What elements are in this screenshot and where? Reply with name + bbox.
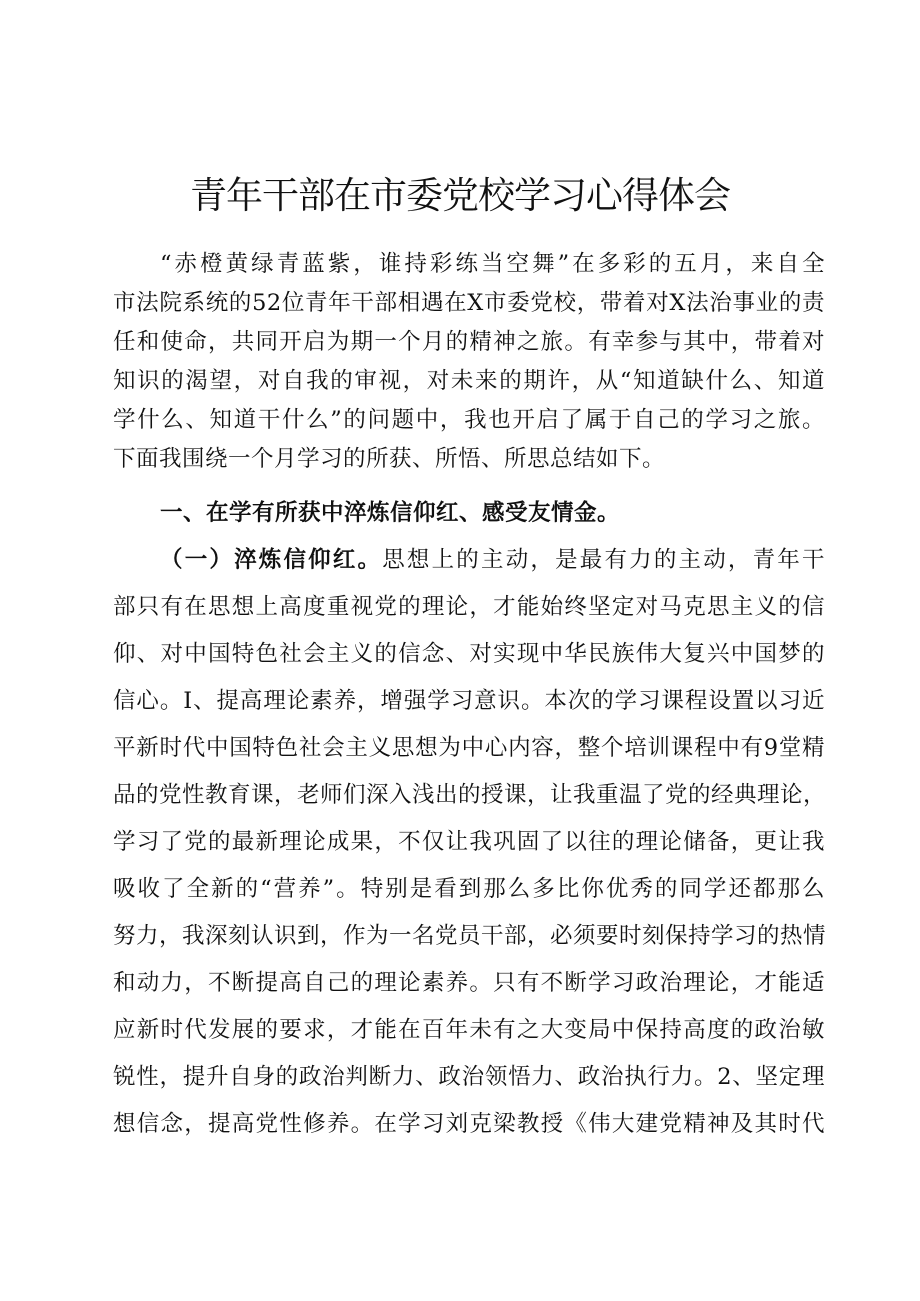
paragraph-2-line-1-text: 思想上的主动，是最有力的主动，青年干	[382, 547, 825, 573]
paragraph-2-line-11: 应新时代发展的要求，才能在百年未有之大变局中保持高度的政治敏	[113, 1017, 825, 1043]
paragraph-2-line-8: 吸收了全新的“营养”。特别是看到那么多比你优秀的同学还都那么	[113, 876, 825, 902]
subsection-heading-1: （一）淬炼信仰红。	[160, 547, 383, 573]
paragraph-2-line-2: 部只有在思想上高度重视党的理论，才能始终坚定对马克思主义的信	[113, 594, 825, 620]
paragraph-1-line-3: 任和使命，共同开启为期一个月的精神之旅。有幸参与其中，带着对	[113, 329, 825, 355]
paragraph-2-line-10: 和动力，不断提高自己的理论素养。只有不断学习政治理论，才能适	[113, 970, 825, 996]
paragraph-2-line-5: 平新时代中国特色社会主义思想为中心内容，整个培训课程中有9堂精	[113, 735, 825, 761]
paragraph-2-line-7: 学习了党的最新理论成果，不仅让我巩固了以往的理论储备，更让我	[113, 829, 825, 855]
paragraph-1-line-5: 学什么、知道干什么”的问题中，我也开启了属于自己的学习之旅。	[113, 407, 825, 433]
paragraph-1-line-1: “赤橙黄绿青蓝紫，谁持彩练当空舞”在多彩的五月，来自全	[160, 251, 825, 277]
paragraph-1-line-6: 下面我围绕一个月学习的所获、所悟、所思总结如下。	[113, 446, 666, 472]
section-heading-1: 一、在学有所获中淬炼信仰红、感受友情金。	[160, 500, 621, 526]
paragraph-2-line-9: 努力，我深刻认识到，作为一名党员干部，必须要时刻保持学习的热情	[113, 923, 827, 949]
paragraph-2-line-12: 锐性，提升自身的政治判断力、政治领悟力、政治执行力。2、坚定理	[113, 1064, 825, 1090]
document-title: 青年干部在市委党校学习心得体会	[190, 174, 730, 217]
paragraph-2-line-6: 品的党性教育课，老师们深入浅出的授课，让我重温了党的经典理论，	[113, 782, 827, 808]
paragraph-1-line-2: 市法院系统的52位青年干部相遇在X市委党校，带着对X法治事业的责	[113, 290, 825, 316]
paragraph-2-line-13: 想信念，提高党性修养。在学习刘克梁教授《伟大建党精神及其时代	[113, 1111, 825, 1137]
paragraph-2-line-1	[160, 542, 825, 578]
paragraph-1-line-4: 知识的渴望，对自我的审视，对未来的期许，从“知道缺什么、知道	[113, 368, 825, 394]
paragraph-2-line-3: 仰、对中国特色社会主义的信念、对实现中华民族伟大复兴中国梦的	[113, 641, 825, 667]
paragraph-2-line-4: 信心。I、提高理论素养，增强学习意识。本次的学习课程设置以习近	[113, 688, 825, 714]
